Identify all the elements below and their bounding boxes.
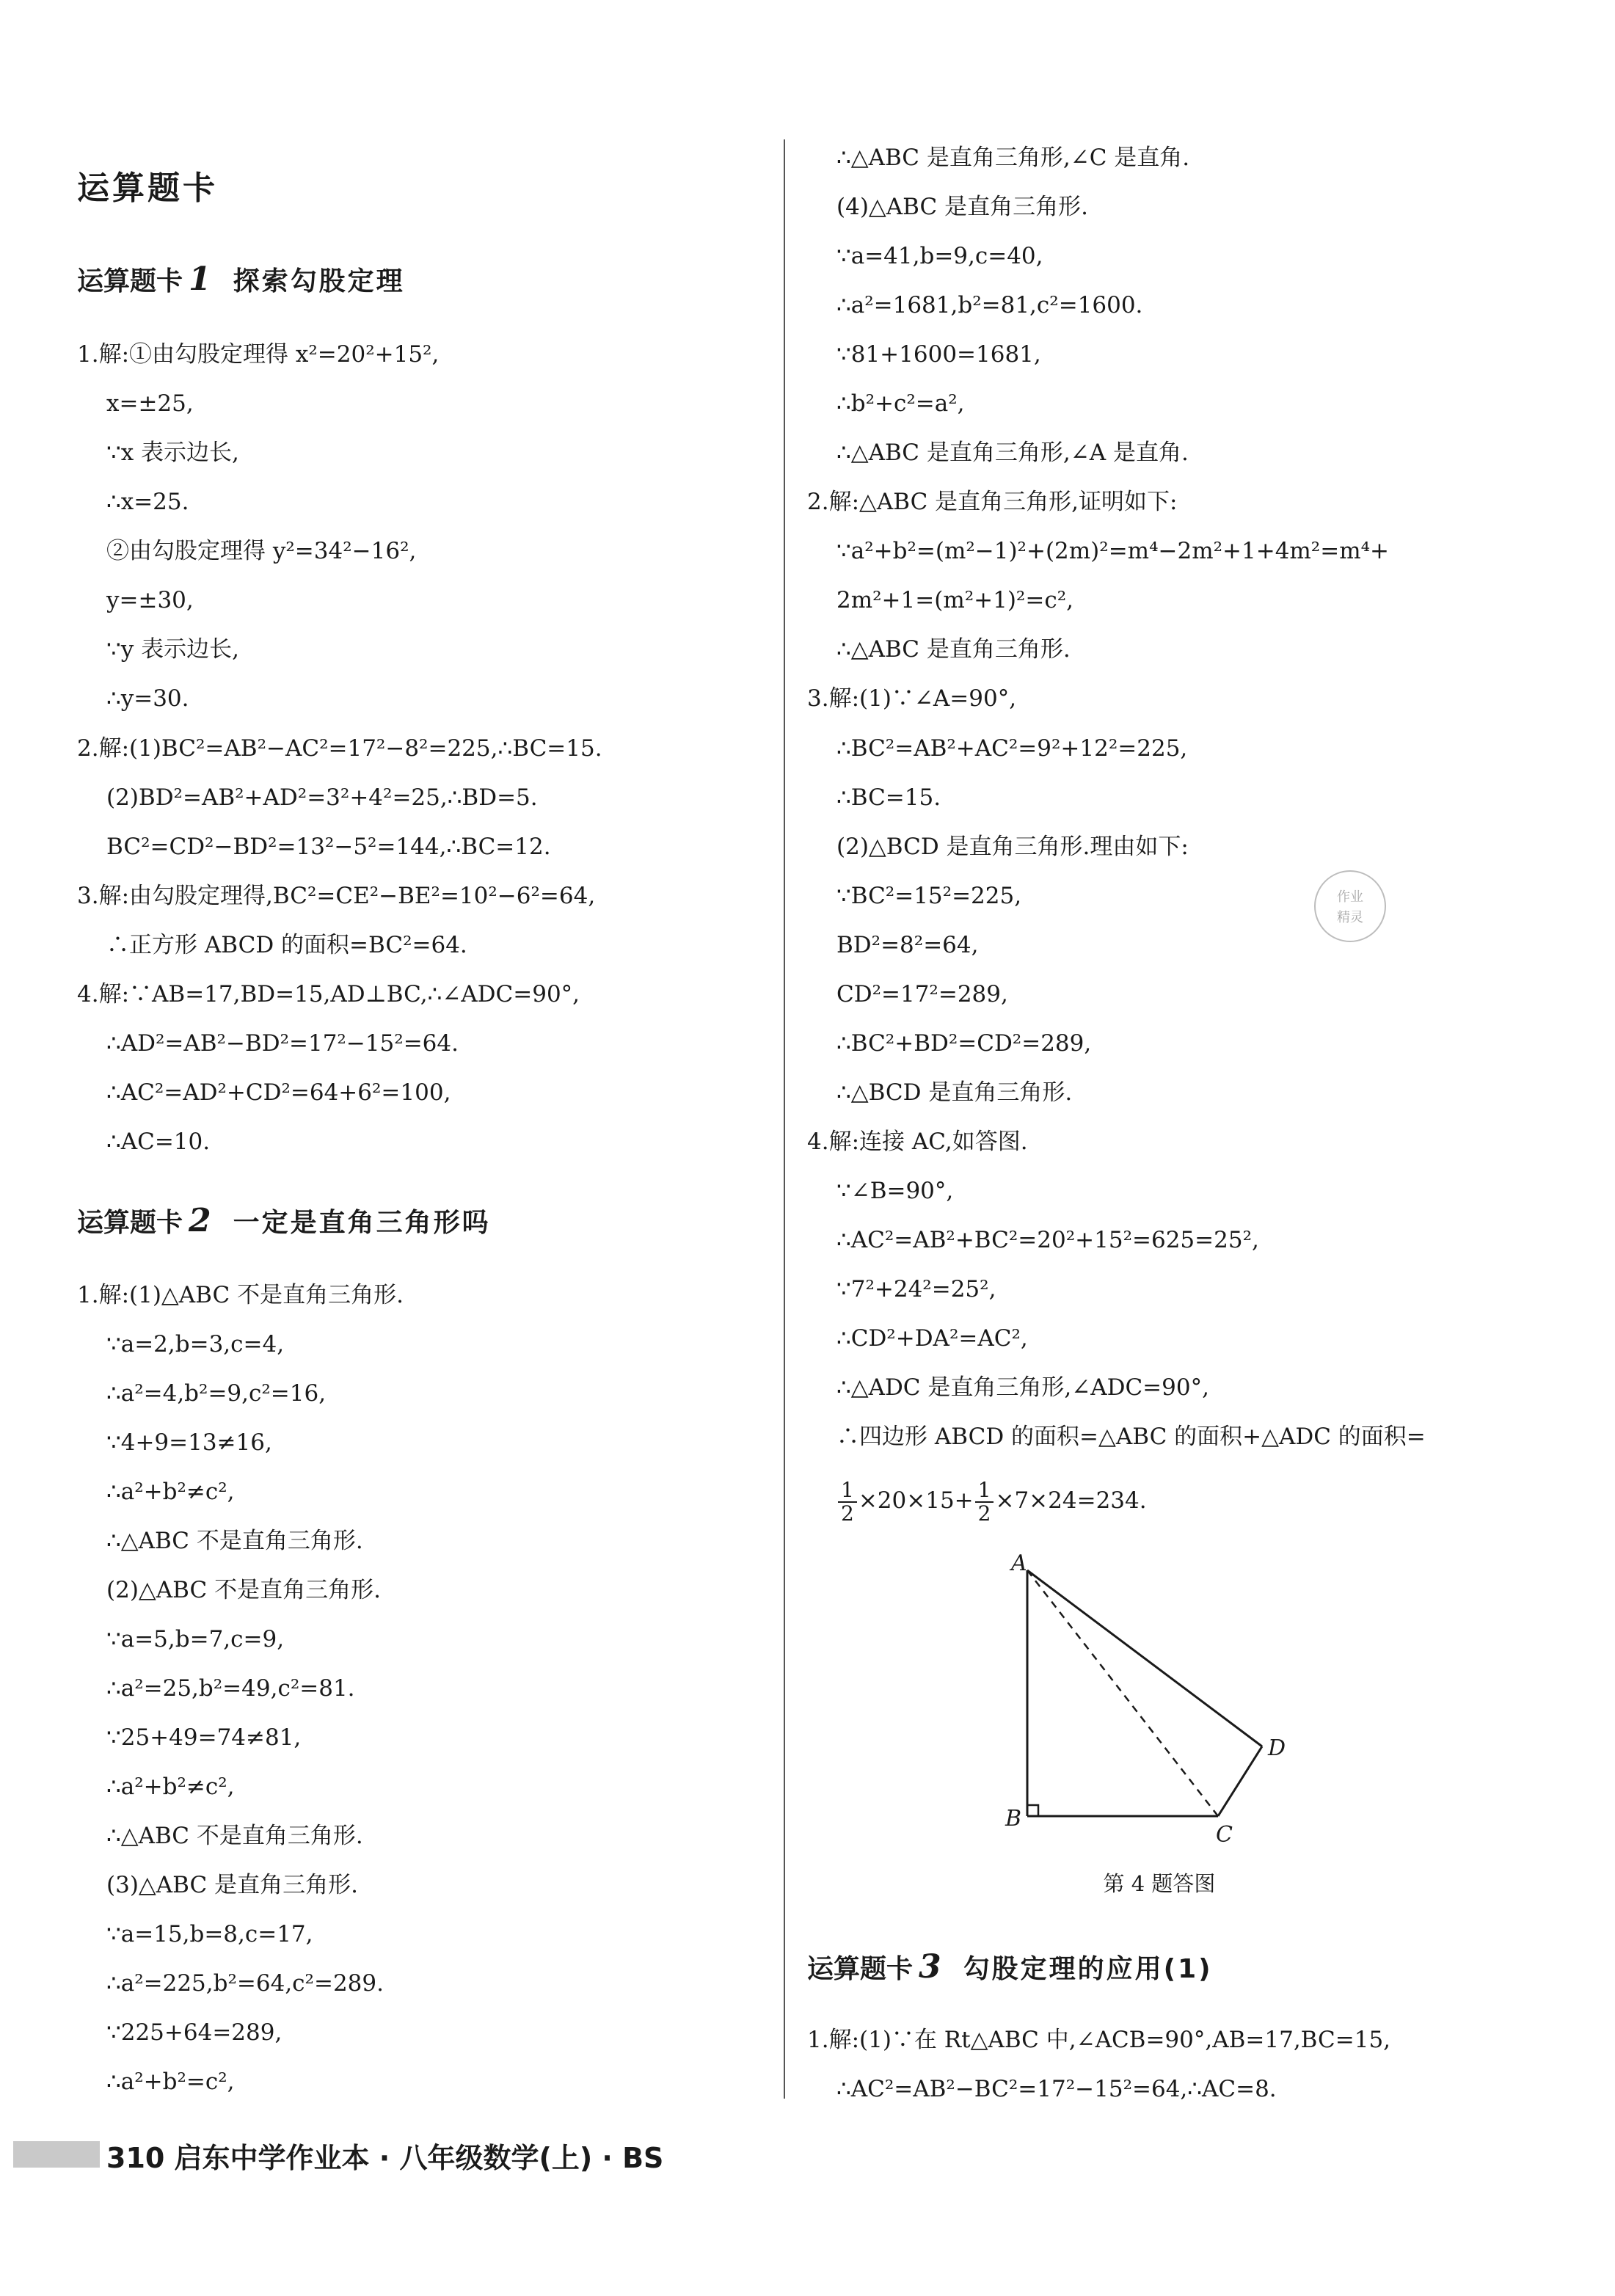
right-line-21: ∵∠B=90°, bbox=[836, 1178, 954, 1204]
right-line-13: ∴BC=15. bbox=[836, 784, 941, 811]
left-line-15: ∴AC²=AD²+CD²=64+6²=100, bbox=[106, 1079, 451, 1106]
left-line-12: ∴正方形 ABCD 的面积=BC²=64. bbox=[106, 932, 467, 958]
section-heading-3 bbox=[807, 1948, 1213, 1986]
right-line-20: 4.解:连接 AC,如答图. bbox=[807, 1129, 1028, 1155]
left-line-24: ∵a=5,b=7,c=9, bbox=[106, 1626, 285, 1652]
column-divider bbox=[784, 139, 785, 2099]
page-title: 运算题卡 bbox=[77, 170, 218, 207]
footer-bar bbox=[13, 2141, 100, 2168]
left-line-26: ∵25+49=74≠81, bbox=[106, 1724, 302, 1751]
left-line-33: ∴a²+b²=c², bbox=[106, 2069, 235, 2095]
left-line-30: ∵a=15,b=8,c=17, bbox=[106, 1921, 313, 1947]
left-line-18: ∵a=2,b=3,c=4, bbox=[106, 1331, 285, 1357]
left-line-31: ∴a²=225,b²=64,c²=289. bbox=[106, 1970, 384, 1997]
left-line-2: ∵x 表示边长, bbox=[106, 440, 239, 466]
label-b: B bbox=[1005, 1806, 1022, 1832]
fraction-half bbox=[838, 1479, 857, 1525]
right-line-25: ∴△ADC 是直角三角形,∠ADC=90°, bbox=[836, 1374, 1209, 1401]
left-line-1: x=±25, bbox=[106, 390, 194, 417]
section-label: 运算题卡 bbox=[77, 1208, 183, 1238]
right-line-16: BD²=8²=64, bbox=[836, 932, 979, 958]
right-line-9: 2m²+1=(m²+1)²=c², bbox=[836, 587, 1073, 613]
left-line-25: ∴a²=25,b²=49,c²=81. bbox=[106, 1675, 355, 1702]
left-line-16: ∴AC=10. bbox=[106, 1129, 211, 1155]
left-line-22: ∴△ABC 不是直角三角形. bbox=[106, 1528, 363, 1554]
right-line-8: ∵a²+b²=(m²−1)²+(2m)²=m⁴−2m²+1+4m²=m⁴+ bbox=[836, 538, 1390, 564]
left-line-13: 4.解:∵AB=17,BD=15,AD⊥BC,∴∠ADC=90°, bbox=[77, 981, 580, 1007]
right-line-14: (2)△BCD 是直角三角形.理由如下: bbox=[836, 834, 1189, 860]
stamp-ring bbox=[1315, 871, 1385, 941]
left-line-11: 3.解:由勾股定理得,BC²=CE²−BE²=10²−6²=64, bbox=[77, 883, 596, 909]
figure-caption: 第 4 题答图 bbox=[1103, 1871, 1216, 1896]
formula-part-1: ×20×15+ bbox=[858, 1487, 974, 1514]
right-line-23: ∵7²+24²=25², bbox=[836, 1276, 996, 1302]
right-line-22: ∴AC²=AB²+BC²=20²+15²=625=25², bbox=[836, 1227, 1259, 1253]
section-topic: 探索勾股定理 bbox=[233, 266, 405, 296]
page-footer: 310 启东中学作业本 · 八年级数学(上) · BS bbox=[106, 2142, 664, 2174]
right-line-30: ∴AC²=AB²−BC²=17²−15²=64,∴AC=8. bbox=[836, 2076, 1277, 2102]
fraction-denominator: 2 bbox=[841, 1501, 854, 1526]
label-c: C bbox=[1216, 1822, 1233, 1848]
right-line-24: ∴CD²+DA²=AC², bbox=[836, 1325, 1028, 1352]
right-line-7: 2.解:△ABC 是直角三角形,证明如下: bbox=[807, 489, 1178, 515]
right-line-19: ∴△BCD 是直角三角形. bbox=[836, 1079, 1073, 1106]
fraction-half bbox=[975, 1479, 994, 1525]
right-line-12: ∴BC²=AB²+AC²=9²+12²=225, bbox=[836, 735, 1188, 762]
left-line-8: 2.解:(1)BC²=AB²−AC²=17²−8²=225,∴BC=15. bbox=[77, 735, 602, 762]
left-line-4: ②由勾股定理得 y²=34²−16², bbox=[106, 538, 417, 564]
left-line-6: ∵y 表示边长, bbox=[106, 636, 239, 663]
right-line-15: ∵BC²=15²=225, bbox=[836, 883, 1022, 909]
stamp-text-2: 精灵 bbox=[1337, 910, 1363, 925]
right-line-4: ∵81+1600=1681, bbox=[836, 341, 1041, 368]
stamp-text-1: 作业 bbox=[1337, 889, 1363, 905]
formula-part-2: ×7×24=234. bbox=[995, 1487, 1147, 1514]
right-line-17: CD²=17²=289, bbox=[836, 981, 1008, 1007]
left-line-5: y=±30, bbox=[106, 587, 194, 613]
segment-cd bbox=[1218, 1746, 1262, 1816]
right-line-1: (4)△ABC 是直角三角形. bbox=[836, 194, 1088, 220]
right-line-10: ∴△ABC 是直角三角形. bbox=[836, 636, 1071, 663]
segment-da bbox=[1027, 1570, 1262, 1746]
right-line-2: ∵a=41,b=9,c=40, bbox=[836, 243, 1043, 269]
fraction-denominator: 2 bbox=[977, 1501, 991, 1526]
area-formula-line bbox=[836, 1475, 1147, 1526]
left-line-3: ∴x=25. bbox=[106, 489, 189, 515]
left-line-14: ∴AD²=AB²−BD²=17²−15²=64. bbox=[106, 1030, 459, 1057]
right-line-6: ∴△ABC 是直角三角形,∠A 是直角. bbox=[836, 440, 1189, 466]
right-line-0: ∴△ABC 是直角三角形,∠C 是直角. bbox=[836, 145, 1190, 171]
right-line-26: ∴四边形 ABCD 的面积=△ABC 的面积+△ADC 的面积= bbox=[836, 1424, 1426, 1450]
left-line-28: ∴△ABC 不是直角三角形. bbox=[106, 1823, 363, 1849]
fraction-numerator: 1 bbox=[838, 1479, 857, 1503]
label-d: D bbox=[1268, 1735, 1286, 1761]
section-topic: 勾股定理的应用(1) bbox=[963, 1954, 1213, 1984]
left-line-32: ∵225+64=289, bbox=[106, 2019, 282, 2046]
left-line-29: (3)△ABC 是直角三角形. bbox=[106, 1872, 358, 1898]
watermark-stamp bbox=[1310, 866, 1390, 947]
left-line-20: ∵4+9=13≠16, bbox=[106, 1429, 272, 1456]
left-line-19: ∴a²=4,b²=9,c²=16, bbox=[106, 1380, 327, 1407]
right-line-3: ∴a²=1681,b²=81,c²=1600. bbox=[836, 292, 1143, 318]
right-line-11: 3.解:(1)∵∠A=90°, bbox=[807, 685, 1017, 712]
section-number: 1 bbox=[189, 260, 211, 298]
left-line-27: ∴a²+b²≠c², bbox=[106, 1774, 235, 1800]
left-line-23: (2)△ABC 不是直角三角形. bbox=[106, 1577, 381, 1603]
left-line-7: ∴y=30. bbox=[106, 685, 189, 712]
section-label: 运算题卡 bbox=[77, 266, 183, 296]
quadrilateral-figure bbox=[954, 1541, 1306, 1849]
section-number: 2 bbox=[189, 1202, 211, 1239]
section-heading-2 bbox=[77, 1202, 491, 1239]
left-line-9: (2)BD²=AB²+AD²=3²+4²=25,∴BD=5. bbox=[106, 784, 538, 811]
left-line-21: ∴a²+b²≠c², bbox=[106, 1479, 235, 1505]
left-line-0: 1.解:①由勾股定理得 x²=20²+15², bbox=[77, 341, 440, 368]
section-number: 3 bbox=[919, 1948, 941, 1986]
right-line-5: ∴b²+c²=a², bbox=[836, 390, 965, 417]
section-heading-1 bbox=[77, 260, 405, 298]
right-line-18: ∴BC²+BD²=CD²=289, bbox=[836, 1030, 1092, 1057]
left-line-10: BC²=CD²−BD²=13²−5²=144,∴BC=12. bbox=[106, 834, 551, 860]
fraction-numerator: 1 bbox=[975, 1479, 994, 1503]
label-a: A bbox=[1011, 1550, 1027, 1576]
right-line-29: 1.解:(1)∵在 Rt△ABC 中,∠ACB=90°,AB=17,BC=15, bbox=[807, 2027, 1391, 2053]
section-topic: 一定是直角三角形吗 bbox=[233, 1208, 491, 1238]
section-label: 运算题卡 bbox=[807, 1954, 914, 1984]
right-angle-mark bbox=[1027, 1805, 1038, 1816]
left-line-17: 1.解:(1)△ABC 不是直角三角形. bbox=[77, 1282, 404, 1308]
